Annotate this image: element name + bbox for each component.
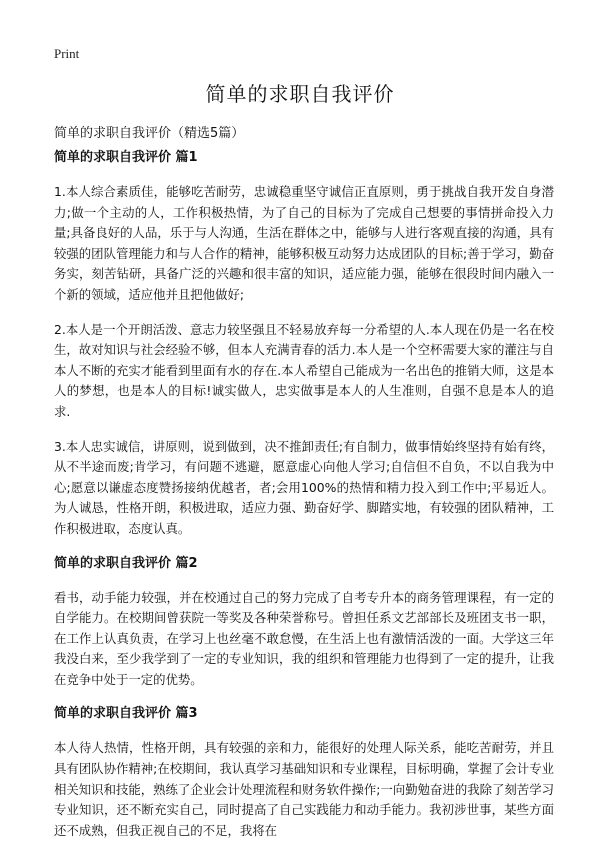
document-subtitle: 简单的求职自我评价（精选5篇） xyxy=(54,126,245,141)
section-1-paragraph-1: 1.本人综合素质佳，能够吃苦耐劳，忠诚稳重坚守诚信正直原则，勇于挑战自我开发自身潜力;做一个主动的人，工作积极热情，为了自己的目标为了完成自己想要的事情拼命投入力量;具备良好的人品，乐于与人沟通，生活在群体之中，能够与人进行客观直接的沟通，具有较强的团队管理能力和与人合作的精神，能够积极互动努力达成团队的目标;善于学习，勤奋务实，刻苦钻研，具备广泛的兴趣和很丰富的知识，适应能力强，能够在很段时间内融入一个新的领域，适应他并且把他做好; xyxy=(54,184,554,302)
section-heading-2: 简单的求职自我评价 篇2 xyxy=(54,555,198,571)
section-2-paragraph-1: 看书，动手能力较强，并在校通过自己的努力完成了自考专升本的商务管理课程，有一定的自学能力。在校期间曾获院一等奖及各种荣誉称号。曾担任系文艺部部长及班团支书一职，在工作上认真负责，在学习上也丝毫不敢怠慢，在生活上也有激情活泼的一面。大学这三年我没白来，至少我学到了一定的专业知识，我的组织和管理能力也得到了一定的提升，让我在竞争中处于一定的优势。 xyxy=(54,589,554,687)
section-heading-1: 简单的求职自我评价 篇1 xyxy=(54,150,198,165)
section-3-paragraph-1: 本人待人热情，性格开朗，具有较强的亲和力，能很好的处理人际关系，能吃苦耐劳，并且具有团队协作精神;在校期间，我认真学习基础知识和专业课程，目标明确，掌握了会计专业相关知识和技能，熟练了企业会计处理流程和财务软件操作;一向勤勉奋进的我除了刻苦学习专业知识，还不断充实自己，同时提高了自己实践能力和动手能力。我初涉世事，某些方面还不成熟，但我正视自己的不足，我将在 xyxy=(54,740,554,838)
page-title: 简单的求职自我评价 xyxy=(205,82,395,106)
section-1-paragraph-3: 3.本人忠实诚信，讲原则，说到做到，决不推卸责任;有自制力，做事情始终坚持有始有终，从不半途而废;肯学习，有问题不逃避，愿意虚心向他人学习;自信但不自负，不以自我为中心;愿意以谦虚态度赞扬接纳优越者，者;会用100%的热情和精力投入到工作中;平易近人。为人诚恳，性格开朗，积极进取，适应力强、勤奋好学、脚踏实地，有较强的团队精神，工作积极进取，态度认真。 xyxy=(54,438,554,536)
section-1-paragraph-2: 2.本人是一个开朗活泼、意志力较坚强且不轻易放弃每一分希望的人.本人现在仍是一名在校生，故对知识与社会经验不够，但本人充满青春的活力.本人是一个空杯需要大家的灌注与自本人不断的充实才能看到里面有水的存在.本人希望自己能成为一名出色的推销大师，这是本人的梦想，也是本人的目标!诚实做人，忠实做事是本人的人生准则，自强不息是本人的追求. xyxy=(54,321,554,419)
section-heading-3: 简单的求职自我评价 篇3 xyxy=(54,706,198,722)
document-body xyxy=(54,148,554,855)
print-link[interactable]: Print xyxy=(54,46,80,61)
